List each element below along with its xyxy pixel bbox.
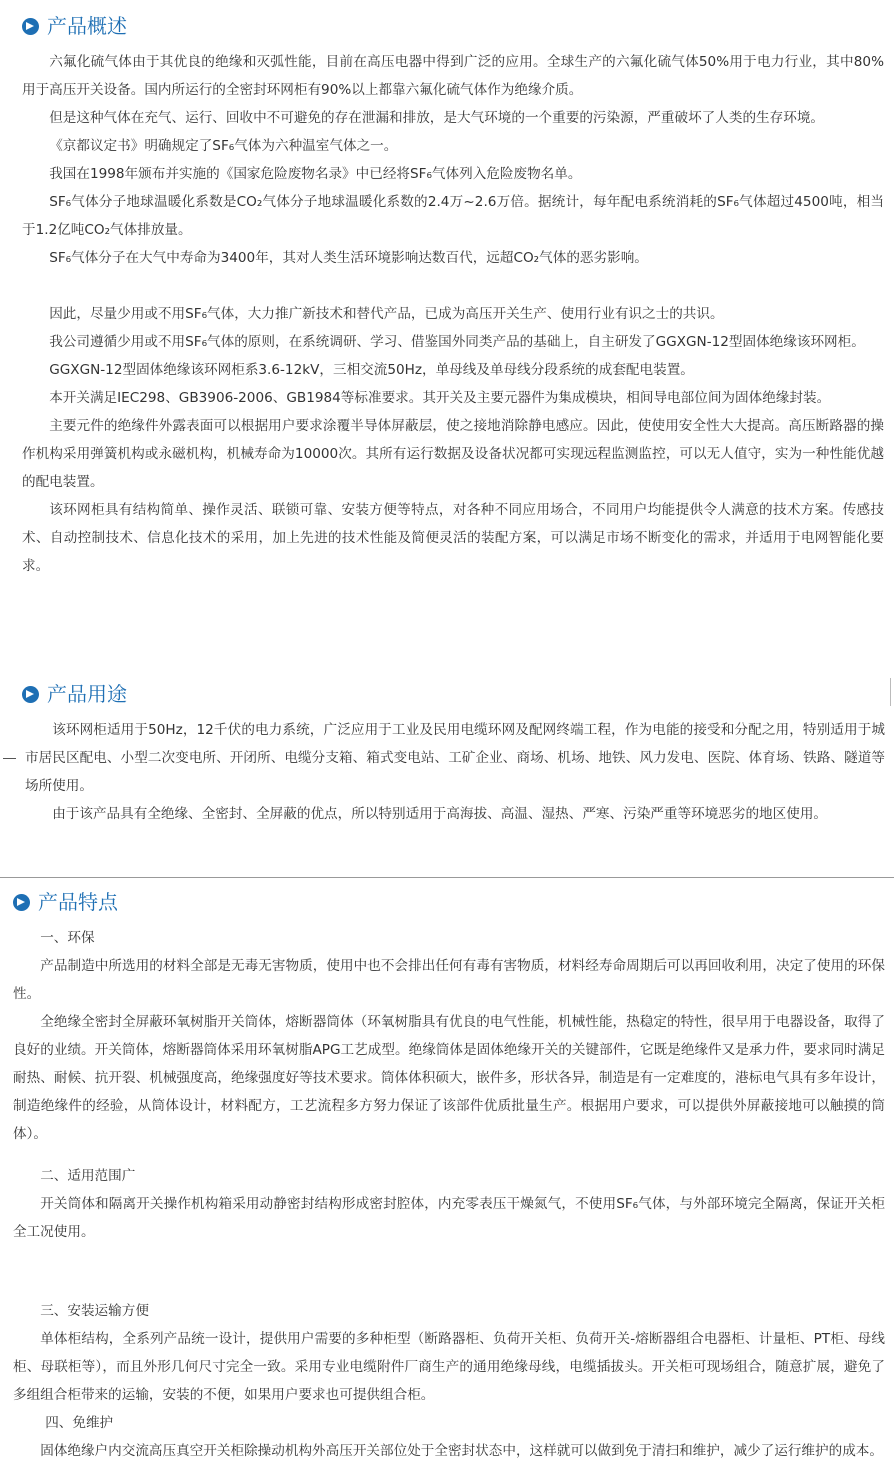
edge-mark (890, 678, 891, 706)
feature-group-wide-range (13, 1162, 885, 1246)
edge-mark (3, 758, 16, 759)
section-title-text: 产品特点 (38, 890, 118, 914)
section-title-features (13, 890, 118, 914)
feature-heading: 二、适用范围广 (40, 1168, 136, 1184)
circle-arrow-right-icon (22, 686, 39, 703)
section-divider (0, 877, 894, 878)
paragraph: 《京都议定书》明确规定了SF₆气体为六种温室气体之一。 (49, 138, 398, 154)
paragraph: 该环网柜适用于50Hz，12千伏的电力系统，广泛应用于工业及民用电缆环网及配网终端工程，作为电能的接受和分配之用，特别适用于城市居民区配电、小型二次变电所、开闭所、电缆分支箱、箱式变电站、工矿企业、商场、机场、地铁、风力发电、医院、体育场、铁路、隧道等场所使用。 (25, 722, 885, 794)
paragraph: 产品制造中所选用的材料全部是无毒无害物质，使用中也不会排出任何有毒有害物质，材料经寿命周期后可以再回收利用，决定了使用的环保性。 (13, 958, 885, 1002)
paragraph: 但是这种气体在充气、运行、回收中不可避免的存在泄漏和排放，是大气环境的一个重要的污染源，严重破坏了人类的生存环境。 (49, 110, 825, 126)
section-title-overview (22, 14, 127, 38)
section-title-applications (22, 682, 127, 706)
circle-arrow-right-icon (13, 894, 30, 911)
section-title-text: 产品概述 (47, 14, 127, 38)
paragraph: 我公司遵循少用或不用SF₆气体的原则，在系统调研、学习、借鉴国外同类产品的基础上，自主研发了GGXGN-12型固体绝缘该环网柜。 (49, 334, 865, 350)
blank-line (22, 272, 884, 300)
section-title-text: 产品用途 (47, 682, 127, 706)
paragraph: 该环网柜具有结构简单、操作灵活、联锁可靠、安装方便等特点，对各种不同应用场合，不同用户均能提供令人满意的技术方案。传感技术、自动控制技术、信息化技术的采用，加上先进的技术性能及简便灵活的装配方案，可以满足市场不断变化的需求，并适用于电网智能化要求。 (22, 502, 884, 574)
paragraph: SF₆气体分子在大气中寿命为3400年，其对人类生活环境影响达数百代，远超CO₂气体的恶劣影响。 (49, 250, 648, 266)
feature-group-environment (13, 924, 885, 1148)
paragraph: GGXGN-12型固体绝缘该环网柜系3.6-12kV，三相交流50Hz，单母线及单母线分段系统的成套配电装置。 (49, 362, 694, 378)
paragraph: 单体柜结构，全系列产品统一设计，提供用户需要的多种柜型（断路器柜、负荷开关柜、负荷开关-熔断器组合电器柜、计量柜、PT柜、母线柜、母联柜等），而且外形几何尺寸完全一致。采用专业电缆附件厂商生产的通用绝缘母线，电缆插拔头。开关柜可现场组合，随意扩展，避免了多组组合柜带来的运输，安装的不便，如果用户要求也可提供组合柜。 (13, 1331, 885, 1403)
circle-arrow-right-icon (22, 18, 39, 35)
paragraph: 由于该产品具有全绝缘、全密封、全屏蔽的优点，所以特别适用于高海拔、高温、湿热、严寒、污染严重等环境恶劣的地区使用。 (52, 806, 828, 822)
paragraph: 固体绝缘户内交流高压真空开关柜除操动机构外高压开关部位处于全密封状态中，这样就可以做到免于清扫和维护，减少了运行维护的成本。 (40, 1443, 883, 1459)
feature-group-installation (13, 1297, 885, 1465)
paragraph: 我国在1998年颁布并实施的《国家危险废物名录》中已经将SF₆气体列入危险废物名单。 (49, 166, 582, 182)
paragraph: 主要元件的绝缘件外露表面可以根据用户要求涂覆半导体屏蔽层，使之接地消除静电感应。因此，使使用安全性大大提高。高压断路器的操作机构采用弹簧机构或永磁机构，机械寿命为10000次。其所有运行数据及设备状况都可实现远程监测监控，可以无人值守，实为一种性能优越的配电装置。 (22, 418, 884, 490)
paragraph: 开关筒体和隔离开关操作机构箱采用动静密封结构形成密封腔体，内充零表压干燥氮气，不使用SF₆气体，与外部环境完全隔离，保证开关柜全工况使用。 (13, 1196, 885, 1240)
paragraph: SF₆气体分子地球温暖化系数是CO₂气体分子地球温暖化系数的2.4万~2.6万倍。据统计，每年配电系统消耗的SF₆气体超过4500吨，相当于1.2亿吨CO₂气体排放量。 (22, 194, 884, 238)
feature-heading: 三、安装运输方便 (40, 1303, 149, 1319)
paragraph: 六氟化硫气体由于其优良的绝缘和灭弧性能，目前在高压电器中得到广泛的应用。全球生产的六氟化硫气体50%用于电力行业，其中80%用于高压开关设备。国内所运行的全密封环网柜有90%以上都靠六氟化硫气体作为绝缘介质。 (22, 54, 884, 98)
applications-content (25, 716, 885, 828)
feature-heading: 一、环保 (40, 930, 95, 946)
paragraph: 全绝缘全密封全屏蔽环氧树脂开关筒体，熔断器筒体（环氧树脂具有优良的电气性能，机械性能，热稳定的特性，很早用于电器设备，取得了良好的业绩。开关筒体，熔断器筒体采用环氧树脂APG工艺成型。绝缘筒体是固体绝缘开关的关键部件，它既是绝缘件又是承力件，要求同时满足耐热、耐候、抗开裂、机械强度高，绝缘强度好等技术要求。筒体体积硕大，嵌件多，形状各异，制造是有一定难度的，港标电气具有多年设计，制造绝缘件的经验，从筒体设计，材料配方，工艺流程多方努力保证了该部件优质批量生产。根据用户要求，可以提供外屏蔽接地可以触摸的筒体）。 (13, 1014, 885, 1142)
paragraph: 本开关满足IEC298、GB3906-2006、GB1984等标准要求。其开关及主要元器件为集成模块，相间导电部位间为固体绝缘封装。 (49, 390, 831, 406)
paragraph: 因此，尽量少用或不用SF₆气体，大力推广新技术和替代产品，已成为高压开关生产、使用行业有识之士的共识。 (49, 306, 724, 322)
feature-heading: 四、免维护 (45, 1415, 114, 1431)
overview-content (22, 48, 884, 580)
